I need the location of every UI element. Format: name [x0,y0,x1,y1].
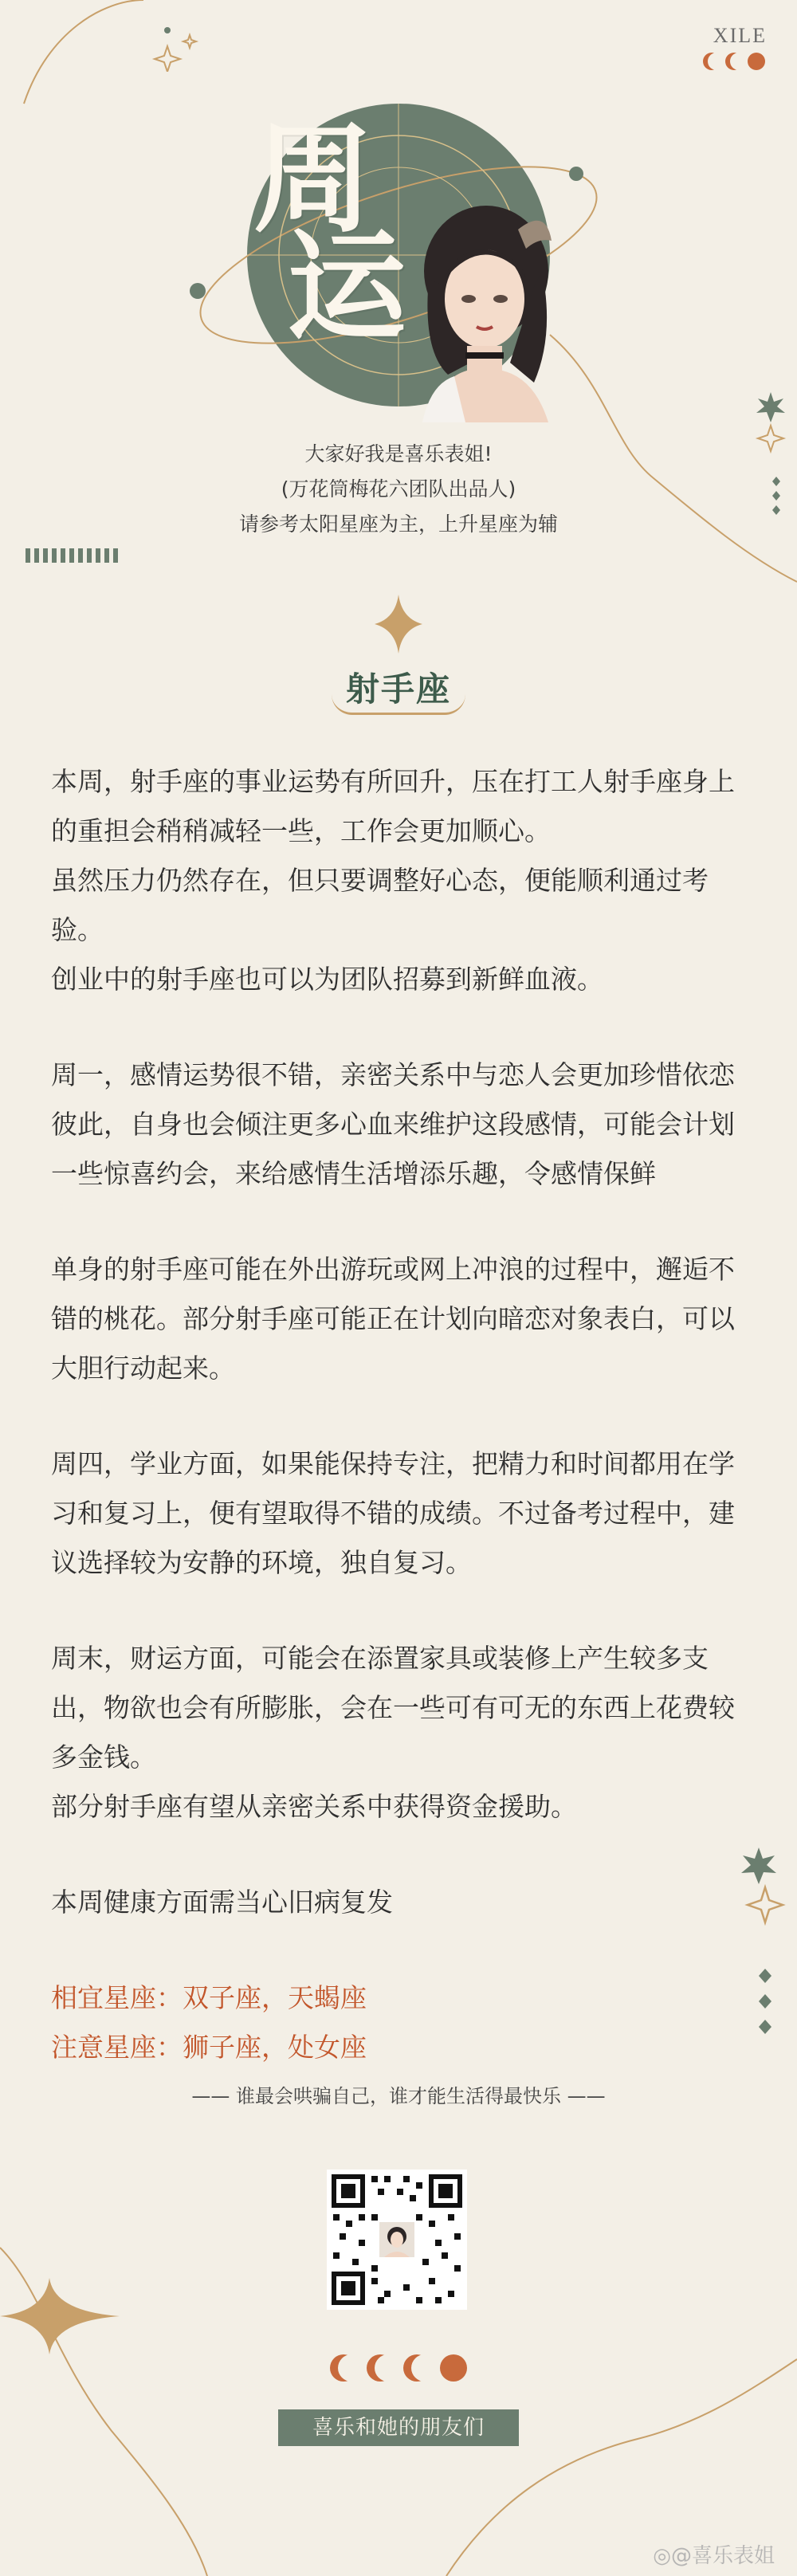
intro-note: 请参考太阳星座为主，上升星座为辅 [238,512,558,536]
qr-code-icon[interactable] [327,2170,467,2310]
moon-icon [725,53,743,70]
sparkle-icon [375,595,422,654]
diamond-icon [757,1969,773,2034]
brand-name: XILE [713,24,767,47]
paragraph-wealth: 周末，财运方面，可能会在添置家具或装修上产生较多支出，物欲也会有所膨胀，会在一些可有可无的东西上花费较多金钱。 [51,1643,735,1773]
paragraph-startup: 创业中的射手座也可以为团队招募到新鲜血液。 [51,964,603,995]
moon-icon [748,53,765,70]
barcode-decoration [26,548,118,563]
girl-portrait [398,199,566,422]
sparkle-icon [0,2278,120,2354]
paragraph-funding: 部分射手座有望从亲密关系中获得资金援助。 [51,1791,577,1822]
hero-title-char-2: 运 [287,217,407,357]
intro-block [0,437,797,542]
paragraph-career: 本周，射手座的事业运势有所回升，压在打工人射手座身上的重担会稍稍减轻一些，工作会更加顺心。 [51,766,735,846]
paragraph-study: 周四，学业方面，如果能保持专注，把精力和时间都用在学习和复习上，便有望取得不错的成绩。不过备考过程中，建议选择较为安静的环境，独自复习。 [51,1448,735,1578]
moon-icon [330,2354,357,2382]
moon-phases-bottom [0,2354,797,2382]
sign-title-label: 射手座 [332,662,465,715]
moon-icon [440,2354,467,2382]
intro-greeting: 大家好我是喜乐表姐! [304,442,493,465]
weibo-icon: ◎ [653,2544,671,2568]
compatible-signs: 相宜星座：双子座，天蝎座 [51,1982,367,2013]
sparkle-icon [148,24,204,72]
paragraph-pressure: 虽然压力仍然存在，但只要调整好心态，便能顺利通过考验。 [51,865,709,945]
horoscope-content [51,757,752,2072]
intro-team: (万花筒梅花六团队出品人) [281,477,516,501]
footer-label: 喜乐和她的朋友们 [278,2409,519,2446]
paragraph-health: 本周健康方面需当心旧病复发 [51,1887,393,1918]
watermark-text: @喜乐表姐 [670,2544,775,2568]
motto: —— 谁最会哄骗自己，谁才能生活得最快乐 —— [191,2085,606,2107]
paragraph-single: 单身的射手座可能在外出游玩或网上冲浪的过程中，邂逅不错的桃花。部分射手座可能正在计划向暗恋对象表白，可以大胆行动起来。 [51,1254,735,1384]
moon-icon [703,53,720,70]
moon-phases-top [703,53,765,70]
moon-icon [367,2354,394,2382]
caution-signs: 注意星座：狮子座，处女座 [51,2032,367,2063]
star-icon [735,1846,791,1934]
hero-title-char-1: 周 [253,109,374,249]
moon-icon [403,2354,430,2382]
paragraph-love: 周一，感情运势很不错，亲密关系中与恋人会更加珍惜依恋彼此，自身也会倾注更多心血来维护这段感情，可能会计划一些惊喜约会，来给感情生活增添乐趣，令感情保鲜 [51,1059,735,1189]
decor-arc-top-left [24,0,143,104]
weibo-watermark [653,2539,775,2569]
sign-title [0,662,797,715]
